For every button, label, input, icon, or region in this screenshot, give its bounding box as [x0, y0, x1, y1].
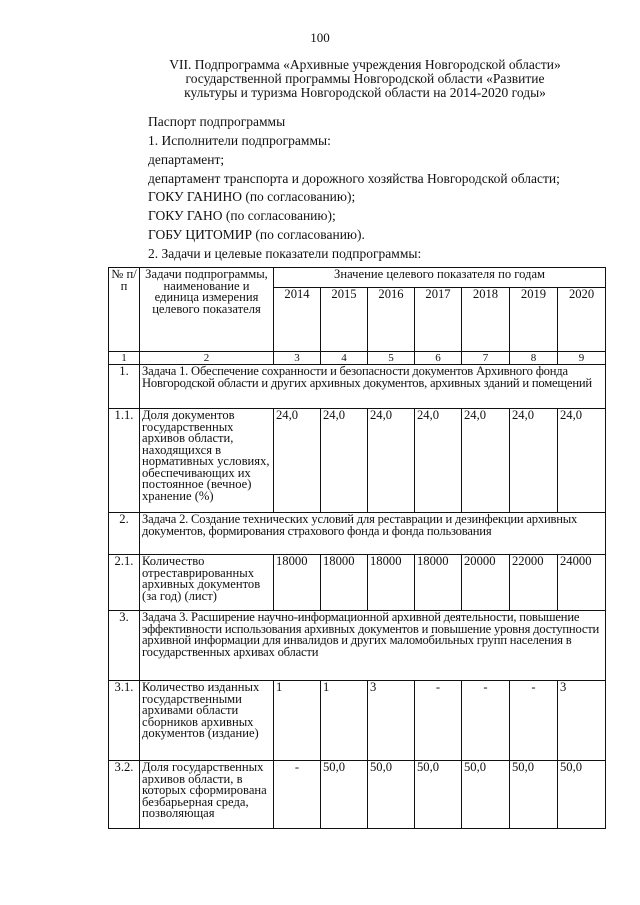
value-cell: 24,0 [415, 409, 462, 513]
table-row-indicator-2-1 [109, 555, 606, 611]
task-text: Задача 2. Создание технических условий для реставрации и дезинфекции архивных документов, формирования страхового фонда и фонда пользования [140, 513, 606, 555]
value-cell: 3 [558, 681, 606, 761]
value-cell: 18000 [321, 555, 368, 611]
column-number: 1 [109, 352, 140, 365]
indicator-text: Количество отреставрированных архивных документов (за год) (лист) [140, 555, 274, 611]
value-cell: 50,0 [462, 761, 510, 829]
year-cell: 2016 [368, 288, 415, 352]
value-cell: 1 [274, 681, 321, 761]
value-cell: 24,0 [321, 409, 368, 513]
column-number: 9 [558, 352, 606, 365]
row-number: 3.2. [109, 761, 140, 829]
table-row-indicator-3-2 [109, 761, 606, 829]
row-number: 1.1. [109, 409, 140, 513]
row-number: 1. [109, 365, 140, 409]
page-number: 100 [310, 30, 330, 45]
indicator-text: Количество изданных государственными архивами области сборников архивных документов (издание) [140, 681, 274, 761]
header-number: № п/п [109, 268, 140, 352]
value-cell: 18000 [368, 555, 415, 611]
indicator-text: Доля документов государственных архивов области, находящихся в нормативных условиях, обеспечивающих их постоянное (вечное) хранение (%) [140, 409, 274, 513]
value-cell: 22000 [510, 555, 558, 611]
heading-line: культуры и туризма Новгородской области на 2014-2020 годы» [184, 85, 546, 100]
row-number: 3.1. [109, 681, 140, 761]
row-number: 3. [109, 611, 140, 681]
value-cell: 24,0 [510, 409, 558, 513]
passport-title: Паспорт подпрограммы [148, 114, 286, 129]
tasks-label: 2. Задачи и целевые показатели подпрограммы: [148, 246, 422, 261]
task-text: Задача 1. Обеспечение сохранности и безопасности документов Архивного фонда Новгородской области и других архивных документов, архивных зданий и помещений [140, 365, 606, 409]
value-cell: 24000 [558, 555, 606, 611]
column-number: 7 [462, 352, 510, 365]
indicators-table [108, 267, 606, 829]
value-cell: - [274, 761, 321, 829]
task-text: Задача 3. Расширение научно-информационной архивной деятельности, повышение эффективности использования архивных документов и повышение уровня доступности архивной информации для инвалидов и других маломобильных групп населения в государственных архивах области [140, 611, 606, 681]
table-row-indicator-3-1 [109, 681, 606, 761]
header-task: Задачи подпрограммы, наименование и единица измерения целевого показателя [140, 268, 274, 352]
value-cell: 18000 [274, 555, 321, 611]
row-number: 2.1. [109, 555, 140, 611]
column-number: 5 [368, 352, 415, 365]
header-values: Значение целевого показателя по годам [274, 268, 606, 288]
value-cell: 18000 [415, 555, 462, 611]
executor-item: департамент; [148, 152, 225, 167]
heading-line: государственной программы Новгородской области «Развитие [185, 71, 545, 86]
column-number: 4 [321, 352, 368, 365]
value-cell: 24,0 [462, 409, 510, 513]
row-number: 2. [109, 513, 140, 555]
executor-item: ГОКУ ГАНИНО (по согласованию); [148, 189, 356, 204]
executor-item: ГОКУ ГАНО (по согласованию); [148, 208, 336, 223]
year-cell: 2017 [415, 288, 462, 352]
year-cell: 2014 [274, 288, 321, 352]
value-cell: 50,0 [415, 761, 462, 829]
value-cell: - [415, 681, 462, 761]
value-cell: 50,0 [558, 761, 606, 829]
year-cell: 2019 [510, 288, 558, 352]
column-number: 3 [274, 352, 321, 365]
year-cell: 2020 [558, 288, 606, 352]
executors-label: 1. Исполнители подпрограммы: [148, 133, 331, 148]
value-cell: 20000 [462, 555, 510, 611]
subprogram-heading [130, 58, 600, 100]
value-cell: 24,0 [368, 409, 415, 513]
table-row-indicator-1-1 [109, 409, 606, 513]
executor-item: департамент транспорта и дорожного хозяйства Новгородской области; [148, 171, 560, 186]
value-cell: - [510, 681, 558, 761]
value-cell: 50,0 [321, 761, 368, 829]
year-cell: 2018 [462, 288, 510, 352]
value-cell: 3 [368, 681, 415, 761]
heading-line: VII. Подпрограмма «Архивные учреждения Новгородской области» [169, 57, 561, 72]
value-cell: - [462, 681, 510, 761]
indicator-text: Доля государственных архивов области, в которых сформирована безбарьерная среда, позволяющая [140, 761, 274, 829]
table-row-task-1 [109, 365, 606, 409]
column-number: 6 [415, 352, 462, 365]
value-cell: 24,0 [274, 409, 321, 513]
column-number: 2 [140, 352, 274, 365]
table-row-task-3 [109, 611, 606, 681]
value-cell: 1 [321, 681, 368, 761]
value-cell: 50,0 [368, 761, 415, 829]
executor-item: ГОБУ ЦИТОМИР (по согласованию). [148, 227, 365, 242]
year-cell: 2015 [321, 288, 368, 352]
value-cell: 50,0 [510, 761, 558, 829]
table-row-task-2 [109, 513, 606, 555]
column-number: 8 [510, 352, 558, 365]
value-cell: 24,0 [558, 409, 606, 513]
